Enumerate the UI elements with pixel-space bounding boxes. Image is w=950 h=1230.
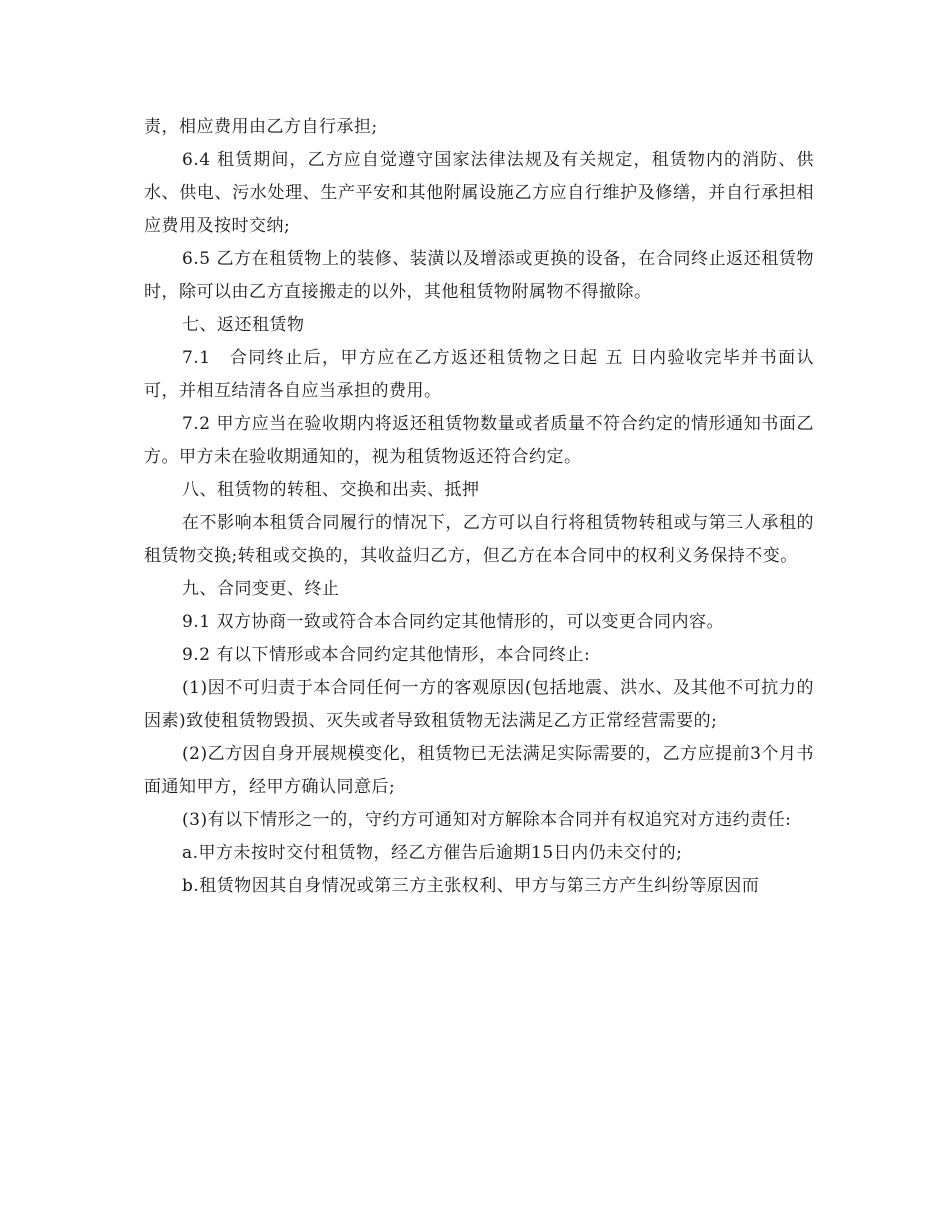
paragraph: b.租赁物因其自身情况或第三方主张权利、甲方与第三方产生纠纷等原因而 — [182, 876, 760, 896]
paragraph: a.甲方未按时交付租赁物，经乙方催告后逾期15日内仍未交付的; — [182, 843, 683, 863]
paragraph: 9.2 有以下情形或本合同约定其他情形，本合同终止: — [182, 645, 591, 665]
paragraph: (3)有以下情形之一的，守约方可通知对方解除本合同并有权追究对方违约责任: — [182, 810, 792, 830]
paragraph: 9.1 双方协商一致或符合本合同约定其他情形的，可以变更合同内容。 — [182, 612, 724, 632]
paragraph: 八、租赁物的转租、交换和出卖、抵押 — [182, 480, 480, 500]
document-body — [144, 111, 814, 903]
paragraph: 6.5 乙方在租赁物上的装修、装潢以及增添或更换的设备，在合同终止返还租赁物时，除可以由乙方直接搬走的以外，其他租赁物附属物不得撤除。 — [144, 249, 814, 302]
paragraph: 责，相应费用由乙方自行承担; — [144, 117, 378, 137]
paragraph: 6.4 租赁期间，乙方应自觉遵守国家法律法规及有关规定，租赁物内的消防、供水、供电、污水处理、生产平安和其他附属设施乙方应自行维护及修缮，并自行承担相应费用及按时交纳; — [144, 150, 814, 236]
paragraph: 七、返还租赁物 — [182, 315, 305, 335]
paragraph: (1)因不可归责于本合同任何一方的客观原因(包括地震、洪水、及其他不可抗力的因素)致使租赁物毁损、灭失或者导致租赁物无法满足乙方正常经营需要的; — [144, 678, 814, 731]
paragraph: 九、合同变更、终止 — [182, 579, 340, 599]
paragraph: 在不影响本租赁合同履行的情况下，乙方可以自行将租赁物转租或与第三人承租的租赁物交换;转租或交换的，其收益归乙方，但乙方在本合同中的权利义务保持不变。 — [144, 513, 814, 566]
paragraph: 7.1 合同终止后，甲方应在乙方返还租赁物之日起 五 日内验收完毕并书面认可，并相互结清各自应当承担的费用。 — [144, 348, 814, 401]
paragraph: (2)乙方因自身开展规模变化，租赁物已无法满足实际需要的，乙方应提前3个月书面通知甲方，经甲方确认同意后; — [144, 744, 814, 797]
paragraph: 7.2 甲方应当在验收期内将返还租赁物数量或者质量不符合约定的情形通知书面乙方。甲方未在验收期通知的，视为租赁物返还符合约定。 — [144, 414, 814, 467]
